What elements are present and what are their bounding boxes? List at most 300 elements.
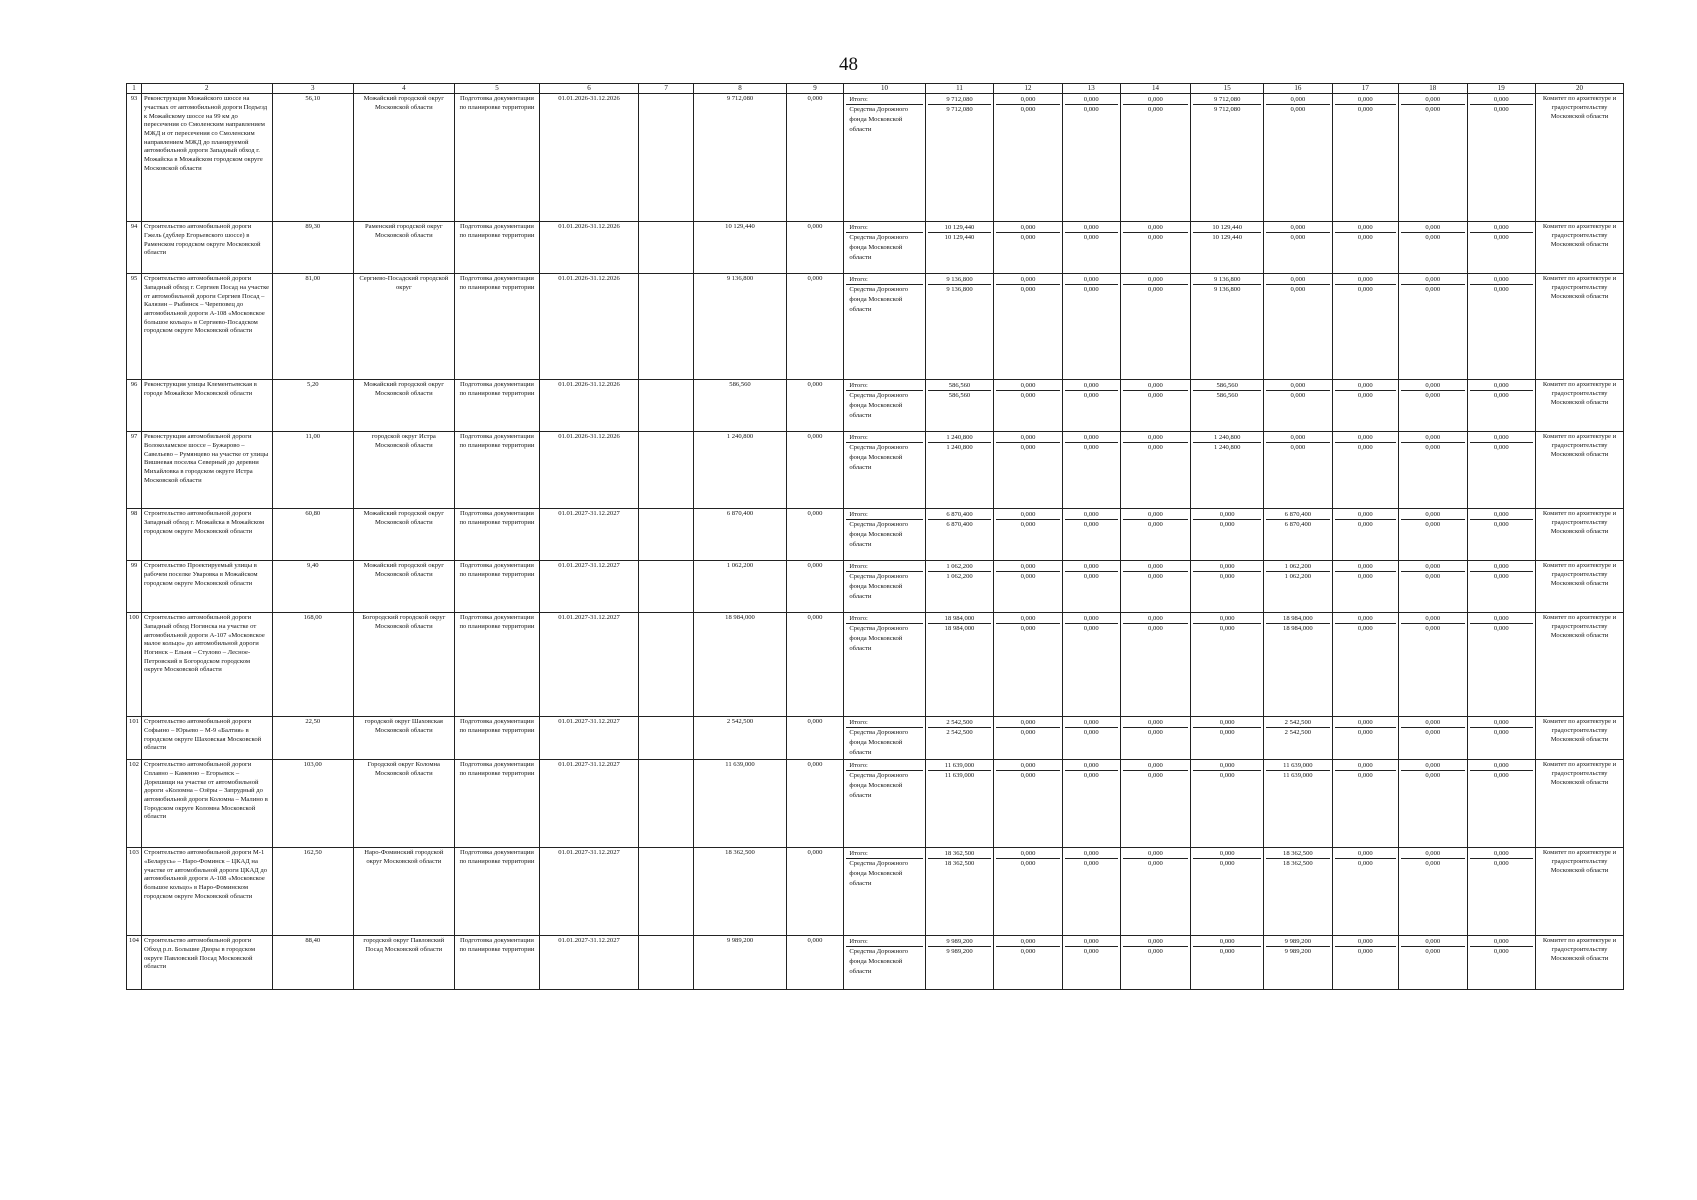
amount-total: 9 989,200 <box>928 937 992 947</box>
amount-fund: 0,000 <box>1219 729 1235 737</box>
municipality: Сергиево-Посадский городской округ <box>353 274 454 380</box>
column-7 <box>638 760 694 848</box>
row-number: 99 <box>127 561 142 613</box>
amount-total: 9 989,200 <box>1266 937 1330 947</box>
amount-col-18 <box>1399 936 1468 990</box>
amount-total: 0,000 <box>996 223 1060 233</box>
amount-fund: 6 870,400 <box>946 521 973 529</box>
row-number: 97 <box>127 432 142 509</box>
amount-col-13 <box>1062 936 1120 990</box>
column-number-9: 9 <box>786 84 844 94</box>
amount-col-14 <box>1120 936 1191 990</box>
amount-col-16 <box>1264 613 1333 717</box>
amount-col-19 <box>1467 94 1536 222</box>
column-number-1: 1 <box>127 84 142 94</box>
responsible-body: Комитет по архитектуре и градостроительству Московской области <box>1536 274 1624 380</box>
amount-col-14 <box>1120 760 1191 848</box>
amount-col-14 <box>1120 717 1191 760</box>
amount-col-15 <box>1191 380 1264 432</box>
column-7 <box>638 380 694 432</box>
source-fund-label: Средства Дорожного фонда Московской области <box>849 286 909 314</box>
source-fund-label: Средства Дорожного фонда Московской области <box>849 444 909 472</box>
amount-col-11 <box>925 936 994 990</box>
amount-total: 0,000 <box>1266 433 1330 443</box>
amount-total: 0,000 <box>1470 562 1534 572</box>
amount-fund: 0,000 <box>1493 625 1509 633</box>
work-type: Подготовка документации по планировке территории <box>454 274 540 380</box>
length-km: 81,00 <box>272 274 353 380</box>
municipality: Можайский городской округ Московской области <box>353 94 454 222</box>
work-type: Подготовка документации по планировке территории <box>454 848 540 936</box>
source-fund-label: Средства Дорожного фонда Московской области <box>849 948 909 976</box>
column-9: 0,000 <box>786 717 844 760</box>
period: 01.01.2027-31.12.2027 <box>540 848 639 936</box>
responsible-body: Комитет по архитектуре и градостроительству Московской области <box>1536 936 1624 990</box>
municipality: городской округ Шаховская Московской области <box>353 717 454 760</box>
amount-col-13 <box>1062 561 1120 613</box>
amount-fund: 0,000 <box>1083 729 1099 737</box>
source-total-label: Итого: <box>846 849 922 859</box>
column-7 <box>638 94 694 222</box>
amount-fund: 2 542,500 <box>946 729 973 737</box>
amount-total: 2 542,500 <box>928 718 992 728</box>
amount-total: 0,000 <box>1065 937 1118 947</box>
amount-total: 1 062,200 <box>928 562 992 572</box>
amount-fund: 0,000 <box>1425 286 1441 294</box>
work-type: Подготовка документации по планировке территории <box>454 432 540 509</box>
amount-total: 0,000 <box>1065 381 1118 391</box>
amount-total: 9 712,080 <box>928 95 992 105</box>
amount-col-19 <box>1467 509 1536 561</box>
row-number: 103 <box>127 848 142 936</box>
amount-fund: 0,000 <box>1083 286 1099 294</box>
amount-fund: 0,000 <box>1493 392 1509 400</box>
amount-total: 0,000 <box>1123 510 1189 520</box>
amount-fund: 0,000 <box>1148 948 1163 956</box>
page-number: 48 <box>839 54 858 75</box>
amount-total: 9 712,080 <box>1193 95 1261 105</box>
table-row <box>127 222 1624 274</box>
amount-total: 0,000 <box>996 95 1060 105</box>
amount-total: 0,000 <box>1266 223 1330 233</box>
amount-total: 0,000 <box>1065 433 1118 443</box>
column-9: 0,000 <box>786 509 844 561</box>
length-km: 89,30 <box>272 222 353 274</box>
amount-total: 0,000 <box>1065 95 1118 105</box>
object-name: Строительство автомобильной дороги М-1 «Беларусь» – Наро-Фоминск – ЦКАД на участке от автомобильной дороги ЦКАД до автомобильной дороги А-108 «Московское большое кольцо» в Наро-Фоминском городском округе Московской области <box>141 848 272 936</box>
amount-col-15 <box>1191 936 1264 990</box>
source-total-label: Итого: <box>846 95 922 105</box>
amount-col-19 <box>1467 274 1536 380</box>
funding-source <box>844 760 925 848</box>
amount-fund: 0,000 <box>1290 286 1306 294</box>
length-km: 103,00 <box>272 760 353 848</box>
amount-fund: 586,560 <box>1216 392 1238 400</box>
amount-fund: 0,000 <box>1357 772 1373 780</box>
amount-fund: 0,000 <box>1357 234 1373 242</box>
amount-col-11 <box>925 274 994 380</box>
amount-fund: 0,000 <box>1020 234 1036 242</box>
column-9: 0,000 <box>786 760 844 848</box>
amount-fund: 0,000 <box>1425 106 1441 114</box>
amount-total: 0,000 <box>1123 761 1189 771</box>
amount-total: 0,000 <box>1266 95 1330 105</box>
source-total-label: Итого: <box>846 510 922 520</box>
amount-fund: 1 240,800 <box>946 444 973 452</box>
amount-total: 0,000 <box>1470 761 1534 771</box>
period: 01.01.2026-31.12.2026 <box>540 274 639 380</box>
amount-col-17 <box>1332 274 1398 380</box>
row-number: 100 <box>127 613 142 717</box>
amount-col-16 <box>1264 936 1333 990</box>
amount-fund: 0,000 <box>1290 234 1306 242</box>
amount-total: 0,000 <box>1401 381 1465 391</box>
work-type: Подготовка документации по планировке территории <box>454 222 540 274</box>
amount-fund: 0,000 <box>1083 106 1099 114</box>
amount-col-18 <box>1399 848 1468 936</box>
amount-fund: 0,000 <box>1020 392 1036 400</box>
header-row <box>127 84 1624 94</box>
funding-source <box>844 274 925 380</box>
amount-total: 0,000 <box>1335 562 1396 572</box>
amount-total: 0,000 <box>1470 275 1534 285</box>
amount-total: 0,000 <box>1470 849 1534 859</box>
amount-total: 0,000 <box>1401 614 1465 624</box>
amount-col-19 <box>1467 380 1536 432</box>
source-total-label: Итого: <box>846 275 922 285</box>
amount-col-18 <box>1399 222 1468 274</box>
column-number-6: 6 <box>540 84 639 94</box>
table-row <box>127 380 1624 432</box>
amount-fund: 0,000 <box>1148 729 1163 737</box>
amount-col-18 <box>1399 94 1468 222</box>
amount-total: 1 062,200 <box>1266 562 1330 572</box>
amount-fund: 0,000 <box>1083 860 1099 868</box>
amount-col-17 <box>1332 760 1398 848</box>
total-cost: 1 240,800 <box>694 432 786 509</box>
period: 01.01.2027-31.12.2027 <box>540 717 639 760</box>
column-number-11: 11 <box>925 84 994 94</box>
source-fund-label: Средства Дорожного фонда Московской области <box>849 106 909 134</box>
amount-total: 11 639,000 <box>928 761 992 771</box>
amount-fund: 2 542,500 <box>1284 729 1312 737</box>
amount-total: 1 240,800 <box>1193 433 1261 443</box>
amount-col-16 <box>1264 380 1333 432</box>
amount-col-16 <box>1264 432 1333 509</box>
responsible-body: Комитет по архитектуре и градостроительству Московской области <box>1536 94 1624 222</box>
amount-col-15 <box>1191 717 1264 760</box>
row-number: 101 <box>127 717 142 760</box>
work-type: Подготовка документации по планировке территории <box>454 717 540 760</box>
municipality: Можайский городской округ Московской области <box>353 380 454 432</box>
table-body <box>127 94 1624 990</box>
amount-fund: 0,000 <box>1148 286 1163 294</box>
amount-fund: 0,000 <box>1219 573 1235 581</box>
table-row <box>127 561 1624 613</box>
municipality: городской округ Павловский Посад Московской области <box>353 936 454 990</box>
source-fund-label: Средства Дорожного фонда Московской области <box>849 521 909 549</box>
amount-total: 0,000 <box>1193 849 1261 859</box>
object-name: Строительство автомобильной дороги Гжель (дублер Егорьевского шоссе) в Раменском городском округе Московской области <box>141 222 272 274</box>
amount-col-15 <box>1191 274 1264 380</box>
amount-fund: 0,000 <box>1425 444 1441 452</box>
length-km: 168,00 <box>272 613 353 717</box>
row-number: 104 <box>127 936 142 990</box>
amount-total: 0,000 <box>1401 849 1465 859</box>
amount-col-14 <box>1120 613 1191 717</box>
amount-col-13 <box>1062 613 1120 717</box>
amount-col-12 <box>994 561 1063 613</box>
object-name: Строительство Проектируемый улицы в рабочем поселке Уваровка в Можайском городском округе Московской области <box>141 561 272 613</box>
amount-col-17 <box>1332 717 1398 760</box>
amount-fund: 0,000 <box>1493 948 1509 956</box>
amount-total: 0,000 <box>1193 614 1261 624</box>
amount-total: 18 362,500 <box>928 849 992 859</box>
amount-col-12 <box>994 509 1063 561</box>
total-cost: 18 362,500 <box>694 848 786 936</box>
source-fund-label: Средства Дорожного фонда Московской области <box>849 234 909 262</box>
total-cost: 2 542,500 <box>694 717 786 760</box>
amount-total: 0,000 <box>1470 381 1534 391</box>
amount-total: 2 542,500 <box>1266 718 1330 728</box>
funding-source <box>844 561 925 613</box>
amount-total: 0,000 <box>996 718 1060 728</box>
amount-total: 0,000 <box>1401 223 1465 233</box>
amount-fund: 0,000 <box>1493 573 1509 581</box>
amount-fund: 0,000 <box>1357 625 1373 633</box>
amount-total: 0,000 <box>1123 849 1189 859</box>
funding-source <box>844 94 925 222</box>
amount-col-16 <box>1264 222 1333 274</box>
amount-col-17 <box>1332 222 1398 274</box>
amount-total: 0,000 <box>1123 937 1189 947</box>
responsible-body: Комитет по архитектуре и градостроительству Московской области <box>1536 432 1624 509</box>
column-number-20: 20 <box>1536 84 1624 94</box>
amount-total: 0,000 <box>1123 381 1189 391</box>
amount-col-17 <box>1332 848 1398 936</box>
municipality: Городской округ Коломна Московской области <box>353 760 454 848</box>
amount-col-18 <box>1399 760 1468 848</box>
source-fund-label: Средства Дорожного фонда Московской области <box>849 625 909 653</box>
total-cost: 18 984,000 <box>694 613 786 717</box>
column-number-12: 12 <box>994 84 1063 94</box>
amount-fund: 0,000 <box>1020 106 1036 114</box>
amount-col-12 <box>994 380 1063 432</box>
amount-total: 9 136,800 <box>1193 275 1261 285</box>
amount-fund: 0,000 <box>1083 392 1099 400</box>
total-cost: 9 989,200 <box>694 936 786 990</box>
table-row <box>127 848 1624 936</box>
amount-total: 0,000 <box>1123 95 1189 105</box>
amount-col-11 <box>925 848 994 936</box>
amount-col-11 <box>925 613 994 717</box>
object-name: Строительство автомобильной дороги Западный обход Ногинска на участке от автомобильной дороги А-107 «Московское малое кольцо» до автомобильной дороги Ногинск – Ельня – Стулово – Лесное-Петровский в Богородском городском округе Московской области <box>141 613 272 717</box>
amount-col-18 <box>1399 613 1468 717</box>
amount-col-19 <box>1467 848 1536 936</box>
responsible-body: Комитет по архитектуре и градостроительству Московской области <box>1536 380 1624 432</box>
amount-fund: 9 136,800 <box>1214 286 1241 294</box>
amount-col-11 <box>925 432 994 509</box>
amount-total: 0,000 <box>1335 223 1396 233</box>
source-fund-label: Средства Дорожного фонда Московской области <box>849 392 909 420</box>
column-7 <box>638 613 694 717</box>
amount-fund: 9 989,200 <box>946 948 973 956</box>
amount-col-13 <box>1062 848 1120 936</box>
amount-fund: 0,000 <box>1290 392 1306 400</box>
amount-fund: 0,000 <box>1083 948 1099 956</box>
total-cost: 6 870,400 <box>694 509 786 561</box>
amount-total: 0,000 <box>1401 937 1465 947</box>
amount-total: 0,000 <box>1335 718 1396 728</box>
amount-col-13 <box>1062 380 1120 432</box>
amount-fund: 0,000 <box>1020 444 1036 452</box>
amount-total: 0,000 <box>1193 718 1261 728</box>
period: 01.01.2026-31.12.2026 <box>540 432 639 509</box>
amount-total: 0,000 <box>1401 433 1465 443</box>
amount-col-14 <box>1120 380 1191 432</box>
column-9: 0,000 <box>786 936 844 990</box>
column-number-14: 14 <box>1120 84 1191 94</box>
amount-fund: 11 639,000 <box>944 772 975 780</box>
amount-fund: 1 062,200 <box>1284 573 1312 581</box>
amount-total: 0,000 <box>996 275 1060 285</box>
period: 01.01.2026-31.12.2026 <box>540 380 639 432</box>
amount-fund: 9 712,080 <box>946 106 973 114</box>
amount-col-12 <box>994 848 1063 936</box>
amount-fund: 0,000 <box>1357 948 1373 956</box>
column-7 <box>638 848 694 936</box>
amount-fund: 0,000 <box>1083 521 1099 529</box>
amount-total: 0,000 <box>1335 937 1396 947</box>
amount-total: 10 129,440 <box>928 223 992 233</box>
column-number-4: 4 <box>353 84 454 94</box>
amount-col-11 <box>925 717 994 760</box>
amount-col-14 <box>1120 561 1191 613</box>
amount-col-13 <box>1062 222 1120 274</box>
amount-total: 0,000 <box>1123 433 1189 443</box>
amount-col-19 <box>1467 717 1536 760</box>
amount-fund: 0,000 <box>1083 772 1099 780</box>
amount-fund: 0,000 <box>1148 521 1163 529</box>
amount-fund: 0,000 <box>1425 948 1441 956</box>
responsible-body: Комитет по архитектуре и градостроительству Московской области <box>1536 717 1624 760</box>
amount-col-11 <box>925 561 994 613</box>
amount-fund: 0,000 <box>1020 573 1036 581</box>
amount-total: 0,000 <box>1123 562 1189 572</box>
source-fund-label: Средства Дорожного фонда Московской области <box>849 772 909 800</box>
table-row <box>127 613 1624 717</box>
amount-total: 0,000 <box>1470 937 1534 947</box>
table-row <box>127 760 1624 848</box>
funding-source <box>844 848 925 936</box>
amount-col-15 <box>1191 848 1264 936</box>
amount-col-17 <box>1332 509 1398 561</box>
amount-total: 0,000 <box>996 510 1060 520</box>
row-number: 96 <box>127 380 142 432</box>
amount-total: 6 870,400 <box>1266 510 1330 520</box>
amount-col-13 <box>1062 717 1120 760</box>
column-number-18: 18 <box>1399 84 1468 94</box>
amount-col-13 <box>1062 432 1120 509</box>
amount-col-17 <box>1332 561 1398 613</box>
source-total-label: Итого: <box>846 614 922 624</box>
amount-col-19 <box>1467 222 1536 274</box>
amount-fund: 0,000 <box>1493 729 1509 737</box>
amount-total: 6 870,400 <box>928 510 992 520</box>
amount-fund: 18 362,500 <box>944 860 975 868</box>
amount-fund: 0,000 <box>1493 106 1509 114</box>
amount-col-17 <box>1332 94 1398 222</box>
amount-col-14 <box>1120 94 1191 222</box>
municipality: городской округ Истра Московской области <box>353 432 454 509</box>
row-number: 98 <box>127 509 142 561</box>
amount-col-12 <box>994 717 1063 760</box>
amount-total: 0,000 <box>996 614 1060 624</box>
amount-col-15 <box>1191 222 1264 274</box>
amount-col-19 <box>1467 561 1536 613</box>
amount-fund: 0,000 <box>1148 860 1163 868</box>
amount-total: 11 639,000 <box>1266 761 1330 771</box>
amount-total: 0,000 <box>1401 95 1465 105</box>
amount-fund: 0,000 <box>1083 573 1099 581</box>
amount-col-15 <box>1191 94 1264 222</box>
amount-col-14 <box>1120 274 1191 380</box>
column-7 <box>638 432 694 509</box>
column-number-19: 19 <box>1467 84 1536 94</box>
amount-col-17 <box>1332 380 1398 432</box>
amount-fund: 0,000 <box>1493 286 1509 294</box>
responsible-body: Комитет по архитектуре и градостроительству Московской области <box>1536 509 1624 561</box>
amount-col-18 <box>1399 561 1468 613</box>
amount-total: 9 136,800 <box>928 275 992 285</box>
object-name: Строительство автомобильной дороги Обход р.п. Большие Дворы в городском округе Павловский Посад Московской области <box>141 936 272 990</box>
amount-total: 0,000 <box>1123 614 1189 624</box>
amount-fund: 0,000 <box>1148 573 1163 581</box>
municipality: Можайский городской округ Московской области <box>353 561 454 613</box>
work-type: Подготовка документации по планировке территории <box>454 380 540 432</box>
amount-col-16 <box>1264 848 1333 936</box>
total-cost: 586,560 <box>694 380 786 432</box>
object-name: Реконструкция улицы Клементьевская в городе Можайске Московской области <box>141 380 272 432</box>
amount-col-11 <box>925 222 994 274</box>
amount-col-16 <box>1264 760 1333 848</box>
work-type: Подготовка документации по планировке территории <box>454 760 540 848</box>
period: 01.01.2026-31.12.2026 <box>540 94 639 222</box>
length-km: 88,40 <box>272 936 353 990</box>
amount-fund: 0,000 <box>1219 860 1235 868</box>
amount-col-17 <box>1332 936 1398 990</box>
amount-fund: 0,000 <box>1219 521 1235 529</box>
column-number-16: 16 <box>1264 84 1333 94</box>
amount-col-14 <box>1120 509 1191 561</box>
amount-fund: 0,000 <box>1357 444 1373 452</box>
amount-total: 0,000 <box>1065 849 1118 859</box>
amount-total: 0,000 <box>1193 510 1261 520</box>
municipality: Можайский городской округ Московской области <box>353 509 454 561</box>
amount-fund: 0,000 <box>1219 948 1235 956</box>
funding-source <box>844 613 925 717</box>
total-cost: 11 639,000 <box>694 760 786 848</box>
row-number: 93 <box>127 94 142 222</box>
amount-col-14 <box>1120 848 1191 936</box>
amount-fund: 1 062,200 <box>946 573 973 581</box>
column-9: 0,000 <box>786 94 844 222</box>
amount-total: 586,560 <box>1193 381 1261 391</box>
period: 01.01.2027-31.12.2027 <box>540 613 639 717</box>
funding-source <box>844 432 925 509</box>
amount-fund: 0,000 <box>1425 729 1441 737</box>
amount-col-15 <box>1191 613 1264 717</box>
